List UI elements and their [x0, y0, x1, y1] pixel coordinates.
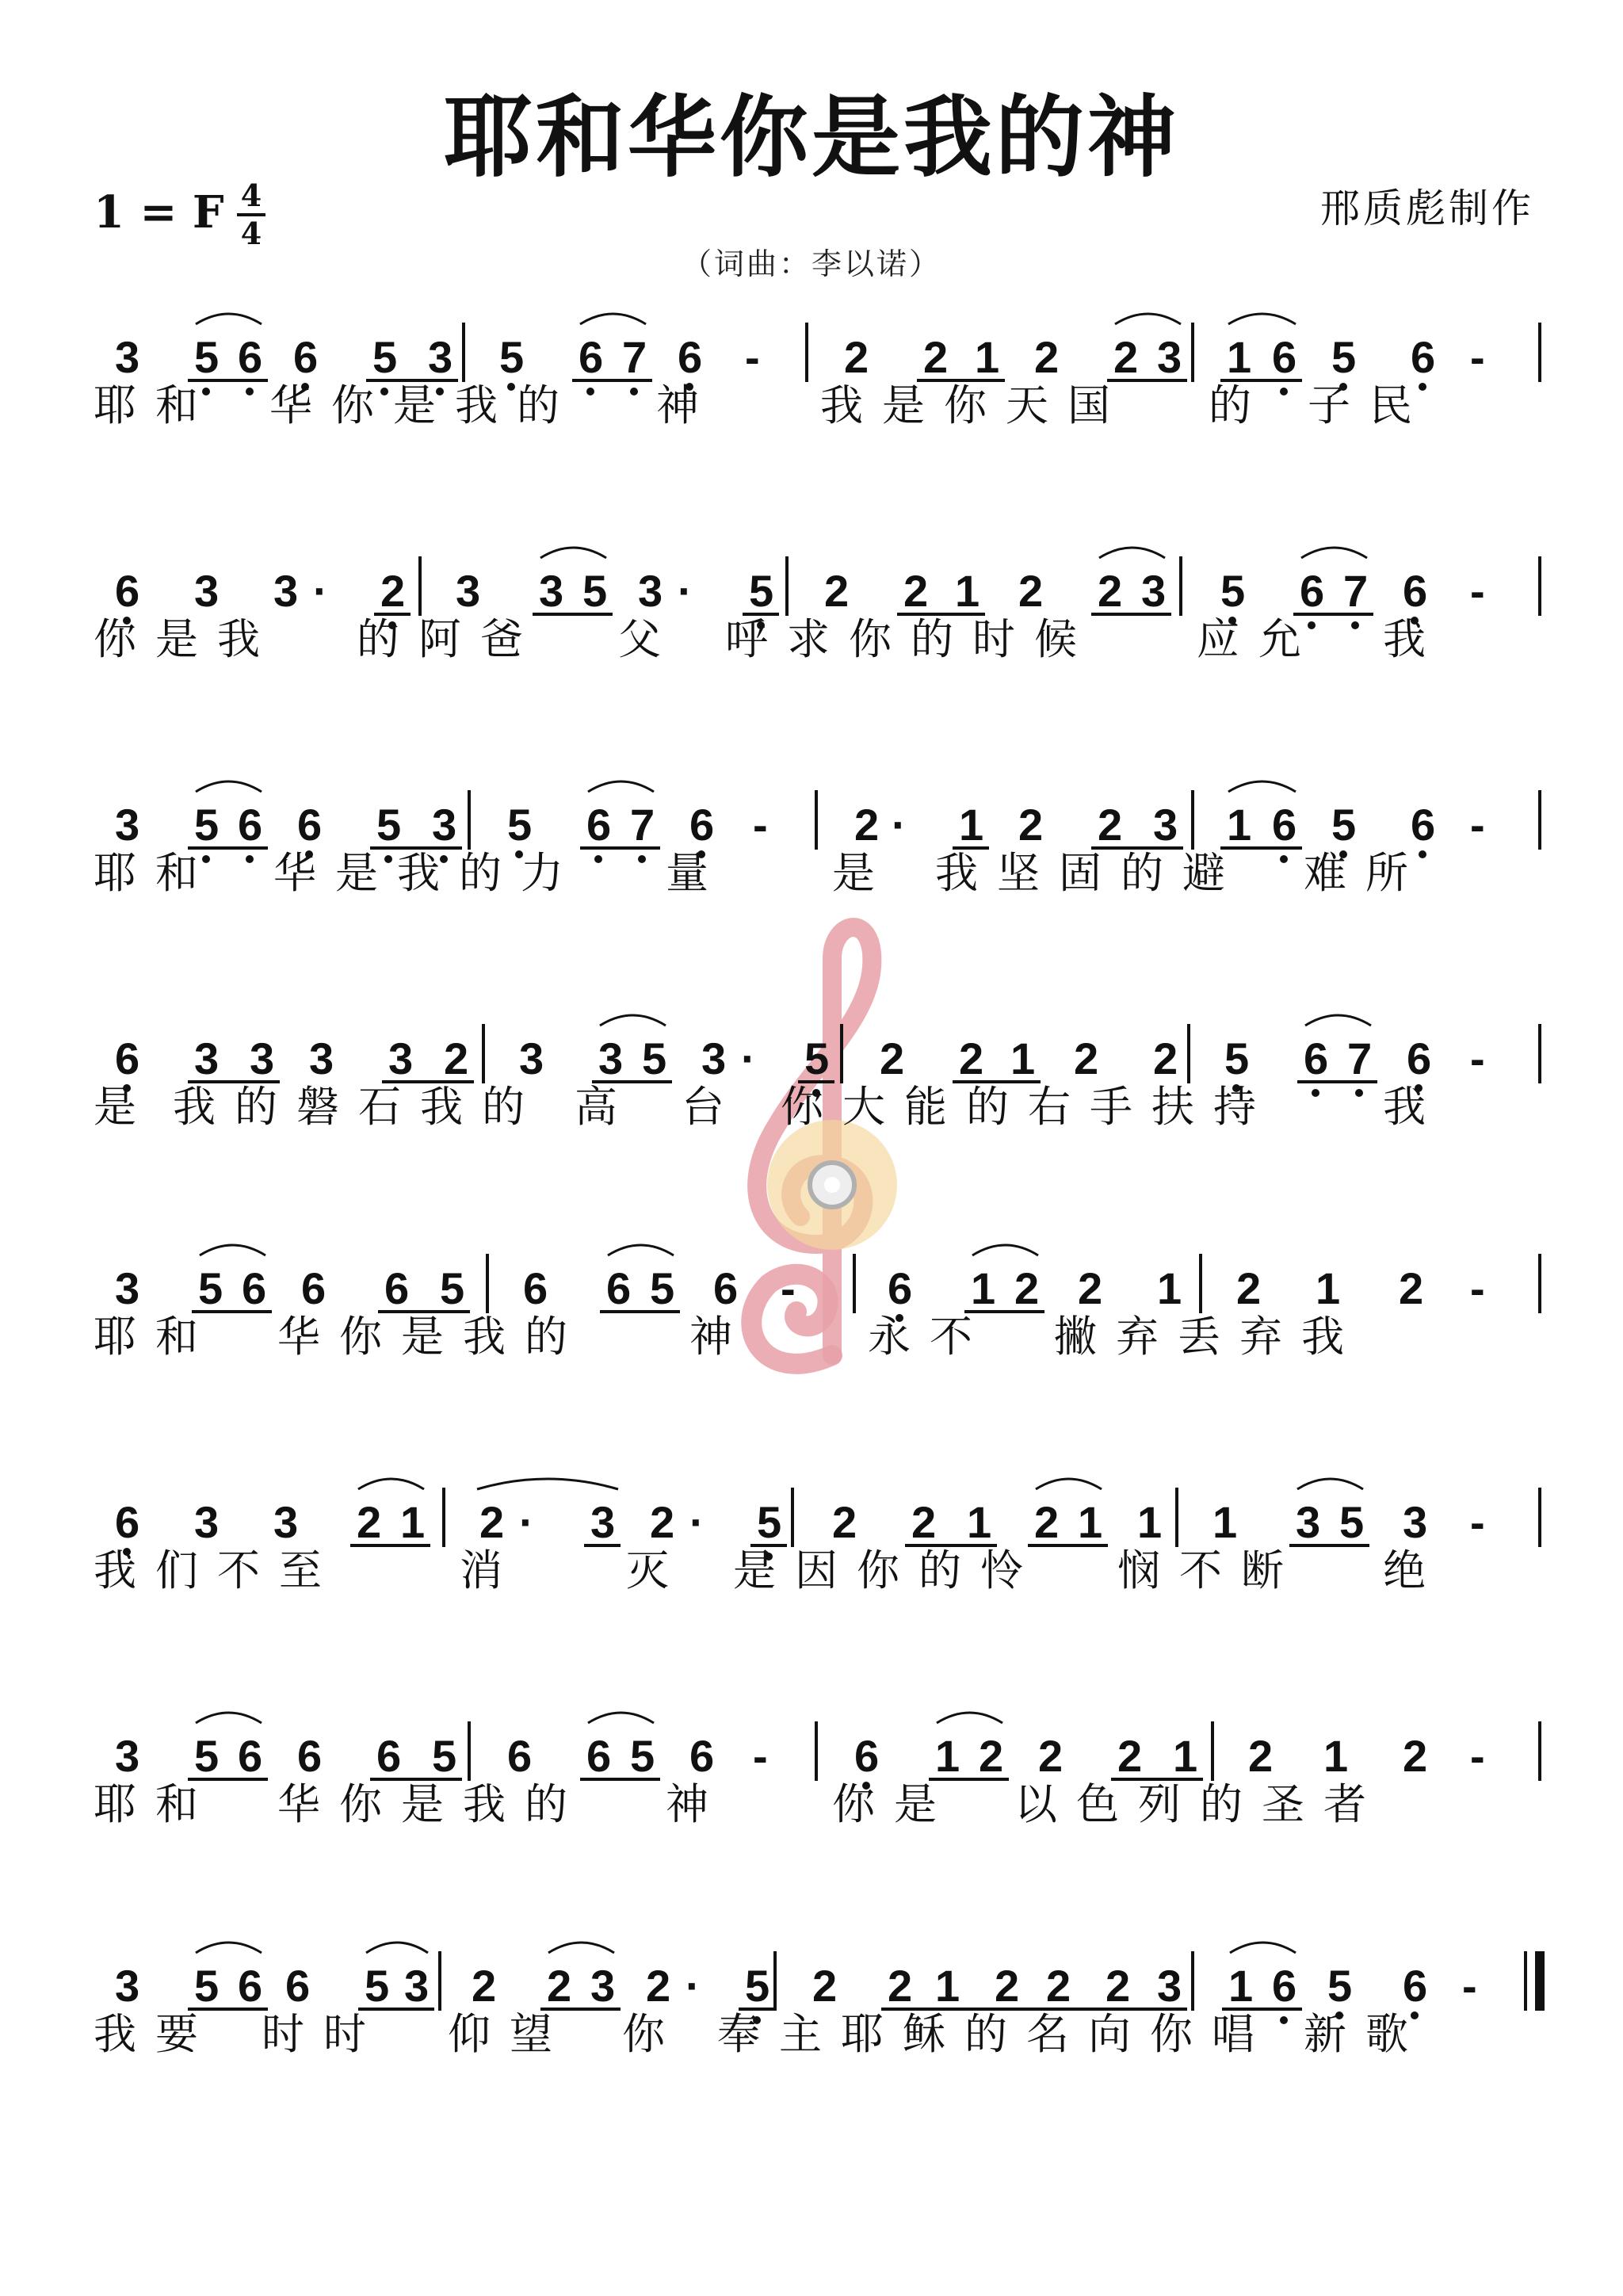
note: 6 — [1407, 1033, 1432, 1083]
note: 5 — [642, 1033, 667, 1083]
score-system — [0, 1014, 1623, 1197]
note: 3 — [1141, 566, 1167, 616]
note: 5 — [1327, 1961, 1353, 2011]
dash-note: - — [1470, 1263, 1485, 1313]
note: 2 — [1046, 1961, 1071, 2011]
note: 1 — [935, 1731, 960, 1781]
note: 2 — [923, 332, 949, 382]
lyric-text: 华是我的力 — [273, 848, 582, 898]
lyric-text: 我 — [1383, 614, 1445, 664]
note: 3 — [519, 1033, 544, 1083]
low-octave-dot — [1351, 621, 1359, 629]
note: 3 — [115, 332, 140, 382]
note: 2 — [979, 1731, 1004, 1781]
dash-note: - — [1470, 1497, 1485, 1547]
lyric-text: 是因你的怜 — [733, 1545, 1042, 1595]
slur-arc — [608, 1245, 674, 1255]
note: 6 — [579, 332, 604, 382]
low-octave-dot — [630, 388, 638, 395]
note: 5 — [1331, 332, 1357, 382]
note: 1 — [1228, 1961, 1254, 2011]
lyric-text: 撇弃丢弃我 — [1054, 1312, 1363, 1362]
note: 7 — [622, 332, 647, 382]
note: 6 — [1304, 1033, 1329, 1083]
slur-arc — [196, 1943, 262, 1953]
lyric-text: 我要 — [94, 2009, 217, 2059]
note: 3 — [115, 800, 140, 850]
note: 3 — [115, 1263, 140, 1313]
lyric-text: 台 — [682, 1082, 743, 1132]
lyric-text: 神 — [656, 380, 718, 430]
lyric-text: 悯不断 — [1117, 1545, 1303, 1595]
note: 6 — [242, 1263, 267, 1313]
dash-note: - — [781, 1263, 796, 1313]
lyric-text: 耶和 — [94, 1779, 217, 1829]
note: 2 — [995, 1961, 1020, 2011]
note: 2 — [1034, 332, 1060, 382]
lyric-text: 华你是我的 — [269, 380, 579, 430]
lyric-text: 华你是我的 — [277, 1779, 586, 1829]
note: 1 — [1157, 1263, 1182, 1313]
low-octave-dot — [1355, 1089, 1363, 1097]
lyric-text: 华你是我的 — [277, 1312, 586, 1362]
note: 5 — [630, 1731, 655, 1781]
note: 2 — [824, 566, 850, 616]
slur-arc — [200, 1245, 265, 1255]
low-octave-dot — [638, 855, 646, 863]
note: 3 — [115, 1961, 140, 2011]
slur-arc — [1036, 1479, 1102, 1489]
slur-arc — [1301, 548, 1367, 558]
low-octave-dot — [586, 388, 594, 395]
lyric-text: 的阿爸 — [357, 614, 542, 664]
note: 6 — [523, 1263, 548, 1313]
note: 5 — [1220, 566, 1246, 616]
note: 3 — [701, 1033, 727, 1083]
note: 2 — [444, 1033, 469, 1083]
slur-arc — [588, 781, 654, 792]
note: 2 — [911, 1497, 937, 1547]
note: 2 — [1014, 1263, 1040, 1313]
note: 1 — [400, 1497, 426, 1547]
lyric-text: 奉主耶稣的名向你唱 — [717, 2009, 1274, 2059]
note: 5 — [372, 332, 398, 382]
slur-arc — [196, 1713, 262, 1723]
note: 3 — [388, 1033, 414, 1083]
lyric-text: 仰望 — [448, 2009, 571, 2059]
lyric-text: 我的磐石我的 — [173, 1082, 544, 1132]
low-octave-dot — [594, 855, 602, 863]
note: 3 — [638, 566, 663, 616]
note: 1 — [971, 1263, 996, 1313]
dot-note: · — [689, 1497, 705, 1547]
note: 5 — [507, 800, 533, 850]
score-system — [0, 1244, 1623, 1427]
dash-note: - — [1470, 1033, 1485, 1083]
slur-arc — [972, 1245, 1038, 1255]
slur-arc — [1230, 1943, 1296, 1953]
lyric-text: 父 — [618, 614, 680, 664]
note: 2 — [854, 800, 880, 850]
note: 3 — [456, 566, 481, 616]
note: 2 — [547, 1961, 572, 2011]
lyric-text: 的 — [1209, 380, 1270, 430]
note: 6 — [586, 800, 612, 850]
lyric-text: 我 — [1383, 1082, 1445, 1132]
lyric-text: 量 — [666, 848, 727, 898]
note: 2 — [479, 1497, 505, 1547]
note: 6 — [115, 1033, 140, 1083]
low-octave-dot — [1312, 1089, 1319, 1097]
note: 2 — [880, 1033, 905, 1083]
slur-arc — [196, 314, 262, 324]
note: 1 — [1212, 1497, 1238, 1547]
note: 3 — [273, 566, 299, 616]
slur-arc — [358, 1479, 424, 1489]
lyric-text: 你是我 — [94, 614, 279, 664]
note: 5 — [582, 566, 608, 616]
lyric-text: 耶和 — [94, 380, 217, 430]
slur-arc — [600, 1015, 666, 1026]
note: 1 — [959, 800, 984, 850]
note: 2 — [1038, 1731, 1064, 1781]
lyric-text: 绝 — [1383, 1545, 1445, 1595]
note: 2 — [1117, 1731, 1143, 1781]
note: 2 — [380, 566, 406, 616]
note: 5 — [745, 1961, 770, 2011]
note: 2 — [650, 1497, 675, 1547]
note: 3 — [404, 1961, 430, 2011]
lyric-text: 消 — [460, 1545, 521, 1595]
note: 5 — [804, 1033, 830, 1083]
slur-arc — [937, 1713, 1002, 1723]
dot-note: · — [313, 566, 328, 616]
final-barline — [1526, 1951, 1545, 2011]
lyric-text: 子民 — [1308, 380, 1431, 430]
note: 7 — [1343, 566, 1369, 616]
note: 1 — [1078, 1497, 1103, 1547]
note: 6 — [384, 1263, 410, 1313]
note: 2 — [1106, 1961, 1131, 2011]
note: 6 — [1411, 800, 1436, 850]
slur-arc — [1228, 781, 1296, 792]
note: 5 — [194, 332, 220, 382]
lyric-text: 难所 — [1304, 848, 1427, 898]
time-signature-bottom: 4 — [240, 216, 262, 251]
lyric-text: 以色列的圣者 — [1014, 1779, 1385, 1829]
note: 3 — [590, 1497, 616, 1547]
note: 5 — [650, 1263, 675, 1313]
note: 3 — [115, 1731, 140, 1781]
note: 6 — [689, 800, 715, 850]
note: 1 — [1137, 1497, 1163, 1547]
note: 5 — [1331, 800, 1357, 850]
note: 5 — [749, 566, 774, 616]
slur-arc — [477, 1479, 618, 1489]
note: 2 — [812, 1961, 838, 2011]
note: 3 — [194, 1497, 220, 1547]
note: 6 — [888, 1263, 913, 1313]
note: 6 — [376, 1731, 402, 1781]
slur-arc — [1297, 1479, 1363, 1489]
lyric-text: 你大能的右手扶持 — [781, 1082, 1275, 1132]
note: 3 — [194, 1033, 220, 1083]
slur-arc — [540, 548, 606, 558]
dot-note: · — [519, 1497, 534, 1547]
dot-note: · — [741, 1033, 756, 1083]
note: 3 — [1153, 800, 1178, 850]
note: 6 — [238, 332, 263, 382]
lyric-text: 你是 — [832, 1779, 956, 1829]
note: 2 — [1018, 800, 1044, 850]
note: 2 — [472, 1961, 497, 2011]
note: 5 — [499, 332, 525, 382]
slur-arc — [1305, 1015, 1371, 1026]
lyric-text: 灭 — [626, 1545, 688, 1595]
note: 3 — [1157, 1961, 1182, 2011]
note: 6 — [1272, 1961, 1297, 2011]
note: 3 — [432, 800, 457, 850]
note: 2 — [1399, 1263, 1424, 1313]
low-octave-dot — [246, 388, 254, 395]
lyric-text: 应允 — [1197, 614, 1320, 664]
dot-note: · — [685, 1961, 701, 2011]
slur-arc — [548, 1943, 614, 1953]
note: 2 — [832, 1497, 857, 1547]
note: 2 — [1078, 1263, 1103, 1313]
note: 6 — [678, 332, 703, 382]
note: 3 — [598, 1033, 624, 1083]
note: 3 — [539, 566, 564, 616]
score-system — [0, 1942, 1623, 2124]
note: 5 — [365, 1961, 390, 2011]
low-octave-dot — [1280, 388, 1288, 395]
note: 6 — [301, 1263, 327, 1313]
note: 7 — [1347, 1033, 1373, 1083]
lyric-text: 神 — [666, 1779, 727, 1829]
slur-arc — [588, 1713, 654, 1723]
note: 6 — [1411, 332, 1436, 382]
note: 5 — [757, 1497, 782, 1547]
note: 5 — [376, 800, 402, 850]
note: 1 — [1173, 1731, 1198, 1781]
lyric-text: 新歌 — [1304, 2009, 1427, 2059]
note: 2 — [1113, 332, 1139, 382]
note: 6 — [1300, 566, 1325, 616]
note: 6 — [1272, 332, 1297, 382]
lyric-text: 呼求你的时候 — [725, 614, 1096, 664]
dash-note: - — [753, 1731, 768, 1781]
lyric-text: 耶和 — [94, 1312, 217, 1362]
note: 2 — [1153, 1033, 1178, 1083]
note: 2 — [1236, 1263, 1262, 1313]
note: 3 — [428, 332, 453, 382]
note: 6 — [238, 800, 263, 850]
note: 2 — [1034, 1497, 1060, 1547]
dash-note: - — [1462, 1961, 1477, 2011]
lyric-text: 高 — [575, 1082, 636, 1132]
time-signature — [235, 178, 267, 251]
note: 3 — [590, 1961, 616, 2011]
lyric-text: 耶和 — [94, 848, 217, 898]
note: 1 — [1227, 800, 1252, 850]
note: 2 — [1018, 566, 1044, 616]
note: 2 — [903, 566, 929, 616]
note: 5 — [194, 1961, 220, 2011]
notation-line — [0, 1244, 1623, 1331]
time-signature-top: 4 — [240, 178, 262, 213]
low-octave-dot — [1280, 2016, 1288, 2024]
slur-arc — [1228, 314, 1296, 324]
note: 1 — [975, 332, 1000, 382]
note: 2 — [1403, 1731, 1428, 1781]
score-system — [0, 547, 1623, 729]
note: 2 — [888, 1961, 913, 2011]
note: 6 — [238, 1731, 263, 1781]
note: 6 — [115, 566, 140, 616]
note: 1 — [967, 1497, 992, 1547]
note: 5 — [432, 1731, 457, 1781]
note: 6 — [606, 1263, 632, 1313]
dot-note: · — [678, 566, 693, 616]
note: 1 — [1323, 1731, 1349, 1781]
lyric-text: 时时 — [262, 2009, 385, 2059]
note: 3 — [194, 566, 220, 616]
lyric-text: 是 — [94, 1082, 155, 1132]
note: 5 — [198, 1263, 223, 1313]
dash-note: - — [1470, 1731, 1485, 1781]
lyric-text: 你 — [622, 2009, 684, 2059]
note: 5 — [194, 1731, 220, 1781]
note: 2 — [959, 1033, 984, 1083]
song-title: 耶和华你是我的神 — [444, 86, 1179, 189]
note: 3 — [250, 1033, 275, 1083]
dash-note: - — [753, 800, 768, 850]
dash-note: - — [745, 332, 760, 382]
dot-note: · — [892, 800, 907, 850]
note: 2 — [1248, 1731, 1274, 1781]
lyric-text: 神 — [689, 1312, 751, 1362]
note: 7 — [630, 800, 655, 850]
maker-credit: 邢质彪制作 — [1320, 185, 1534, 231]
slur-arc — [580, 314, 646, 324]
lyric-text: 我是你天国 — [820, 380, 1129, 430]
note: 6 — [297, 800, 323, 850]
note: 2 — [1098, 800, 1123, 850]
slur-arc — [1115, 314, 1181, 324]
note: 1 — [1227, 332, 1252, 382]
note: 6 — [238, 1961, 263, 2011]
note: 2 — [646, 1961, 671, 2011]
note: 1 — [1316, 1263, 1341, 1313]
note: 6 — [586, 1731, 612, 1781]
lyric-text: 我们不至 — [94, 1545, 341, 1595]
note: 2 — [844, 332, 869, 382]
note: 6 — [1403, 1961, 1428, 2011]
lyric-text: 永不 — [868, 1312, 991, 1362]
note: 3 — [1403, 1497, 1428, 1547]
score-system — [0, 1712, 1623, 1894]
note: 5 — [194, 800, 220, 850]
note: 6 — [115, 1497, 140, 1547]
slur-arc — [366, 1943, 428, 1953]
lyric-text: 是 — [832, 848, 894, 898]
slur-arc — [1099, 548, 1165, 558]
note: 6 — [854, 1731, 880, 1781]
score-system — [0, 781, 1623, 963]
note: 2 — [1098, 566, 1123, 616]
score-system — [0, 313, 1623, 495]
dash-note: - — [1470, 800, 1485, 850]
note: 3 — [273, 1497, 299, 1547]
lyric-text: 我坚固的避 — [935, 848, 1244, 898]
note: 5 — [1224, 1033, 1250, 1083]
note: 5 — [1339, 1497, 1365, 1547]
note: 3 — [1296, 1497, 1321, 1547]
note: 5 — [440, 1263, 465, 1313]
dash-note: - — [1470, 332, 1485, 382]
low-octave-dot — [1280, 855, 1288, 863]
note: 6 — [1272, 800, 1297, 850]
note: 6 — [285, 1961, 311, 2011]
note: 1 — [935, 1961, 960, 2011]
note: 1 — [955, 566, 980, 616]
note: 2 — [1074, 1033, 1099, 1083]
note: 6 — [297, 1731, 323, 1781]
note: 6 — [293, 332, 319, 382]
slur-arc — [196, 781, 262, 792]
note: 6 — [713, 1263, 739, 1313]
note: 6 — [507, 1731, 533, 1781]
note: 1 — [1010, 1033, 1036, 1083]
note: 6 — [689, 1731, 715, 1781]
low-octave-dot — [246, 855, 254, 863]
note: 3 — [1157, 332, 1182, 382]
lyricist-composer-credit: （词曲：李以诺） — [681, 246, 941, 281]
note: 3 — [309, 1033, 334, 1083]
key-signature: 1 = F — [94, 186, 224, 239]
note: 2 — [357, 1497, 382, 1547]
note: 6 — [1403, 566, 1428, 616]
score-system — [0, 1478, 1623, 1660]
dash-note: - — [1470, 566, 1485, 616]
